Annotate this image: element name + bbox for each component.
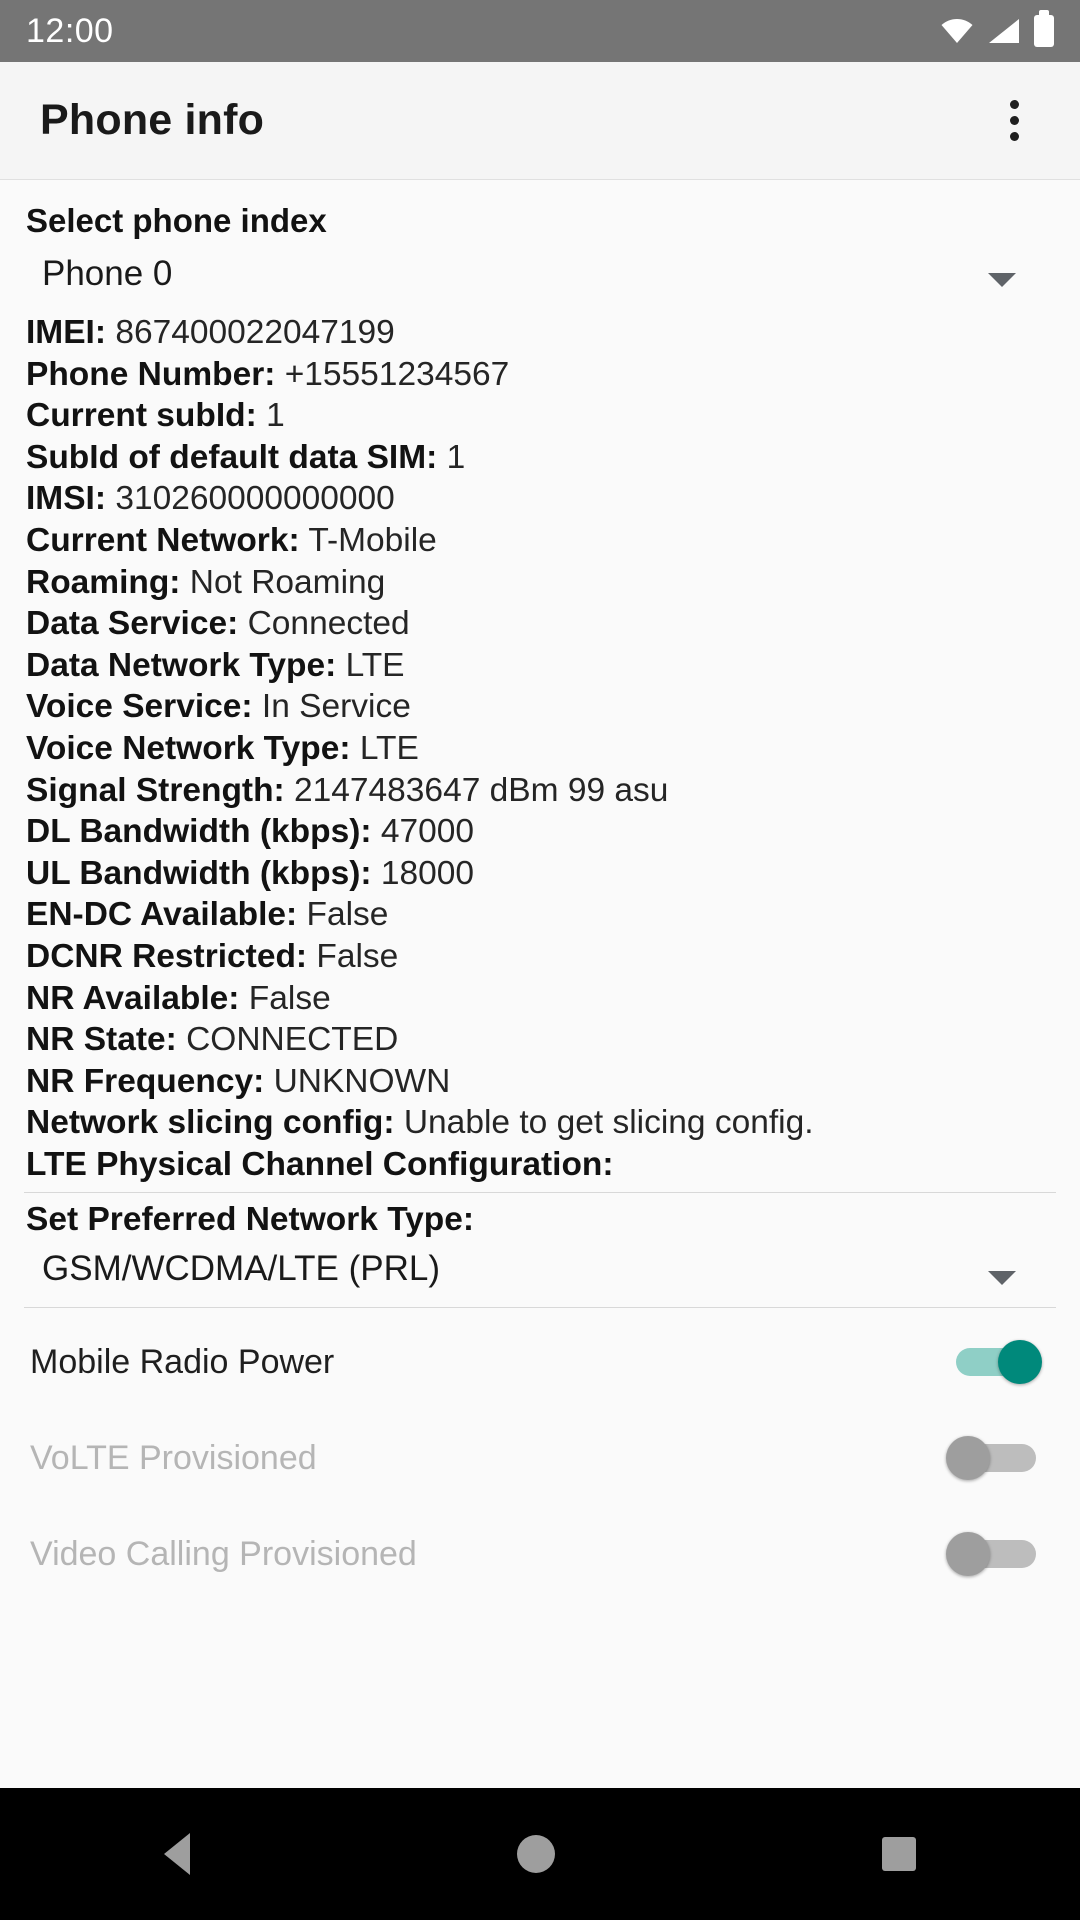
info-row [24,562,1056,604]
info-key: Network slicing config: [26,1104,395,1142]
back-nav-icon[interactable] [164,1833,190,1875]
info-value: 1 [446,438,466,476]
info-value: LTE [345,646,405,684]
info-row [24,437,1056,479]
info-key: Data Service: [26,605,239,643]
phone-info-list [24,312,1056,1185]
info-value: UNKNOWN [273,1062,451,1100]
info-value: 18000 [380,854,474,892]
chevron-down-icon [988,273,1016,287]
info-row [24,478,1056,520]
chevron-down-icon [988,1271,1016,1285]
toggle-label: VoLTE Provisioned [30,1438,317,1477]
wifi-icon [940,18,974,44]
info-value: 310260000000000 [115,480,395,518]
info-row [24,853,1056,895]
status-icon-group [940,15,1054,47]
info-row [24,520,1056,562]
toggle-label: Video Calling Provisioned [30,1534,417,1573]
info-key: NR State: [26,1021,177,1059]
info-value: T-Mobile [308,521,437,559]
info-row [24,645,1056,687]
preferred-network-label: Set Preferred Network Type: [26,1201,475,1239]
info-key: Voice Service: [26,688,253,726]
info-row [24,395,1056,437]
info-key: DL Bandwidth (kbps): [26,813,372,851]
info-key: UL Bandwidth (kbps): [26,854,372,892]
info-row [24,312,1056,354]
mobile-radio-power-switch[interactable] [950,1344,1042,1380]
recents-nav-icon[interactable] [882,1837,916,1871]
info-key: IMSI: [26,480,107,518]
info-key: DCNR Restricted: [26,937,308,975]
info-key: Current subId: [26,397,257,435]
info-key: Roaming: [26,563,181,601]
phone-index-value: Phone 0 [42,254,173,293]
info-value: Unable to get slicing config. [403,1104,814,1142]
action-bar [0,62,1080,180]
switch-thumb [998,1340,1042,1384]
info-row [24,936,1056,978]
info-key: Data Network Type: [26,646,337,684]
select-phone-index-label: Select phone index [26,202,327,239]
info-value: Not Roaming [189,563,386,601]
info-row [24,894,1056,936]
info-key: NR Frequency: [26,1062,265,1100]
info-key: Phone Number: [26,355,276,393]
info-row [24,728,1056,770]
info-key: Voice Network Type: [26,729,351,767]
info-key: Current Network: [26,521,300,559]
info-value: False [248,979,331,1017]
battery-icon [1034,15,1054,47]
video-calling-provisioned-switch[interactable] [950,1536,1042,1572]
info-value: 47000 [380,813,474,851]
info-value: +15551234567 [284,355,510,393]
cell-signal-icon [988,18,1020,44]
status-bar [0,0,1080,62]
info-key: NR Available: [26,979,240,1017]
info-key: Signal Strength: [26,771,285,809]
switch-thumb [946,1532,990,1576]
info-row [24,1144,1056,1186]
info-value: False [306,896,389,934]
info-value: False [316,937,399,975]
info-value: CONNECTED [186,1021,399,1059]
info-row [24,686,1056,728]
info-row [24,354,1056,396]
content-scroll-area[interactable] [0,180,1080,1788]
info-key: LTE Physical Channel Configuration: [26,1145,614,1183]
info-value: LTE [359,729,419,767]
system-nav-bar [0,1788,1080,1920]
info-row [24,978,1056,1020]
info-row [24,1019,1056,1061]
preferred-network-value: GSM/WCDMA/LTE (PRL) [42,1249,440,1289]
home-nav-icon[interactable] [517,1835,555,1873]
info-row [24,770,1056,812]
info-row [24,811,1056,853]
more-vert-icon[interactable] [984,86,1044,156]
phone-index-spinner[interactable] [24,248,1056,306]
page-title: Phone info [40,96,265,144]
info-value: Connected [247,605,410,643]
info-key: EN-DC Available: [26,896,298,934]
toggle-row-volte-provisioned[interactable] [24,1410,1056,1506]
info-key: SubId of default data SIM: [26,438,438,476]
info-row [24,603,1056,645]
info-row [24,1061,1056,1103]
info-value: In Service [261,688,411,726]
toggle-row-video-calling-provisioned[interactable] [24,1506,1056,1602]
toggle-row-mobile-radio-power[interactable] [24,1314,1056,1410]
info-key: IMEI: [26,314,107,351]
info-value: 867400022047199 [115,314,395,351]
status-clock: 12:00 [26,11,114,50]
info-value: 1 [266,397,285,435]
info-row [24,1102,1056,1144]
volte-provisioned-switch[interactable] [950,1440,1042,1476]
preferred-network-spinner[interactable] [24,1243,1056,1308]
info-value: 2147483647 dBm 99 asu [294,771,669,809]
switch-thumb [946,1436,990,1480]
toggle-label: Mobile Radio Power [30,1342,335,1381]
